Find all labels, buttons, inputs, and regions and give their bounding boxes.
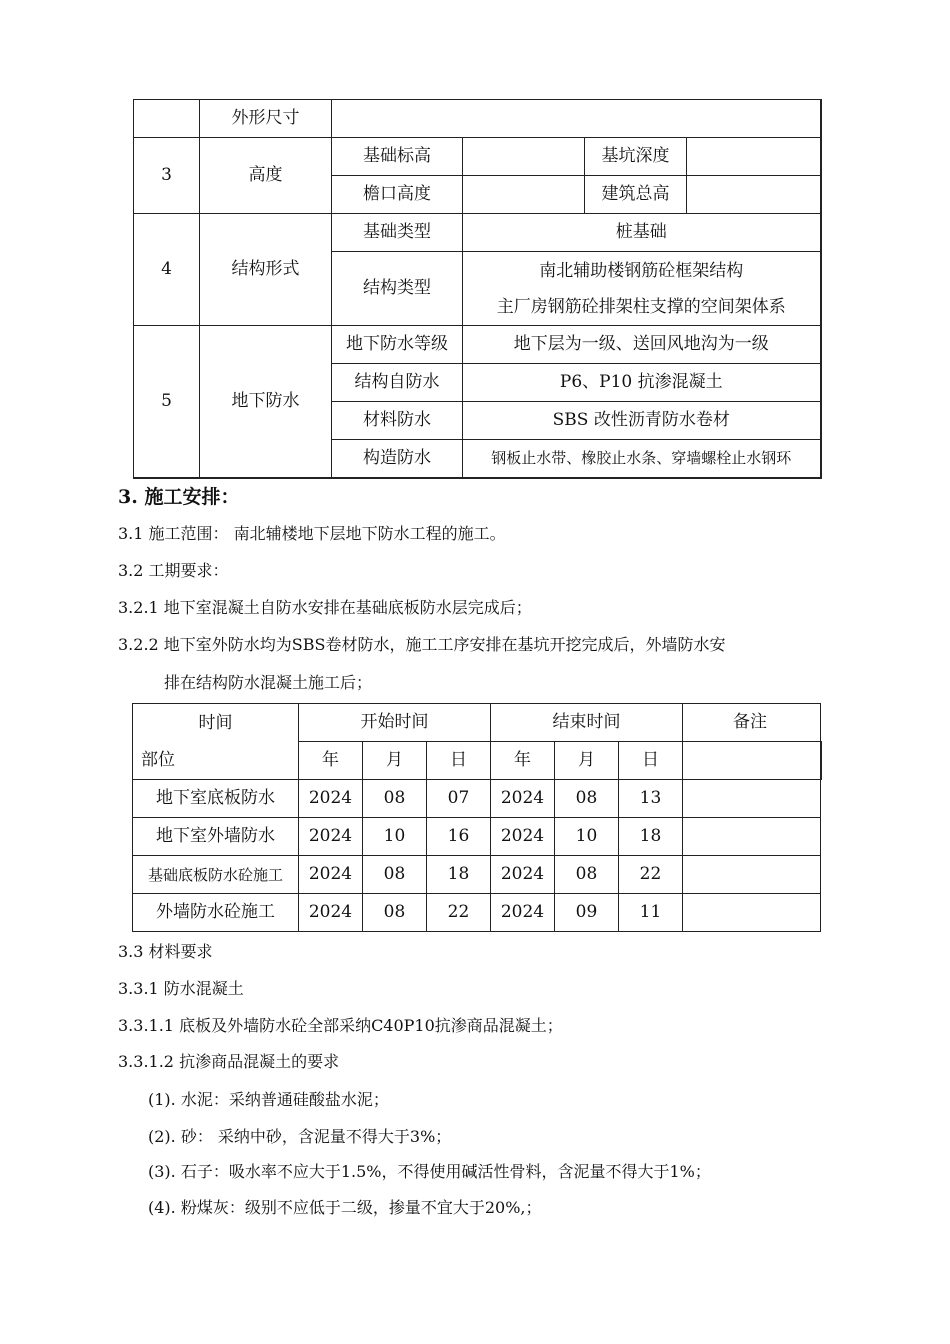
start-day: 18 xyxy=(427,856,491,894)
waterproof-item-value: P6、P10 抗渗混凝土 xyxy=(463,364,821,402)
row-number: 3 xyxy=(134,138,200,214)
structure-type-label: 结构类型 xyxy=(332,252,463,326)
end-day: 13 xyxy=(619,780,683,818)
end-year: 2024 xyxy=(491,856,555,894)
end-year: 2024 xyxy=(491,818,555,856)
end-month: 10 xyxy=(555,818,619,856)
schedule-table xyxy=(132,703,822,932)
structure-type-line: 主厂房钢筋砼排架柱支撑的空间架体系 xyxy=(496,296,786,317)
base-elevation-label: 基础标高 xyxy=(332,138,463,176)
paragraph-3-2-1: 3.2.1 地下室混凝土自防水安排在基础底板防水层完成后； xyxy=(118,598,532,617)
structure-type-value xyxy=(463,252,821,326)
start-day: 22 xyxy=(427,894,491,932)
note-cell xyxy=(683,780,821,818)
project-overview-table xyxy=(133,99,822,479)
header-part: 部位 xyxy=(133,742,299,780)
waterproof-item-value: 地下层为一级、送回风地沟为一级 xyxy=(463,326,821,364)
table-row xyxy=(133,780,821,818)
end-day: 18 xyxy=(619,818,683,856)
note-cell xyxy=(683,818,821,856)
list-item: (4). 粉煤灰：级别不应低于二级，掺量不宜大于20%,； xyxy=(148,1198,542,1217)
row-label-height: 高度 xyxy=(200,138,332,214)
outer-size-value xyxy=(332,100,821,138)
paragraph-3-2-2: 3.2.2 地下室外防水均为SBS卷材防水，施工工序安排在基坑开挖完成后，外墙防水安 xyxy=(118,635,726,654)
part-cell: 地下室外墙防水 xyxy=(133,818,299,856)
base-elevation-value xyxy=(463,138,585,176)
list-item: (2). 砂： 采纳中砂，含泥量不得大于3%； xyxy=(148,1127,452,1146)
start-month: 10 xyxy=(363,818,427,856)
end-year: 2024 xyxy=(491,780,555,818)
eave-height-value xyxy=(463,176,585,214)
foundation-type-value: 桩基础 xyxy=(463,214,821,252)
paragraph-3-3: 3.3 材料要求 xyxy=(118,942,213,961)
header-month: 月 xyxy=(555,742,619,780)
start-month: 08 xyxy=(363,856,427,894)
note-cell xyxy=(683,894,821,932)
part-cell: 地下室底板防水 xyxy=(133,780,299,818)
waterproof-item-value: SBS 改性沥青防水卷材 xyxy=(463,402,821,440)
header-start-time: 开始时间 xyxy=(299,704,491,742)
end-month: 09 xyxy=(555,894,619,932)
table-cell xyxy=(134,100,200,138)
row-label-structure: 结构形式 xyxy=(200,214,332,326)
table-row xyxy=(133,894,821,932)
start-year: 2024 xyxy=(299,818,363,856)
end-day: 11 xyxy=(619,894,683,932)
list-item: (3). 石子：吸水率不应大于1.5%，不得使用碱活性骨料，含泥量不得大于1%； xyxy=(148,1162,711,1181)
start-year: 2024 xyxy=(299,894,363,932)
note-cell xyxy=(683,742,821,780)
header-year: 年 xyxy=(491,742,555,780)
eave-height-label: 檐口高度 xyxy=(332,176,463,214)
start-month: 08 xyxy=(363,780,427,818)
header-end-time: 结束时间 xyxy=(491,704,683,742)
header-note: 备注 xyxy=(683,704,821,742)
waterproof-item-label: 构造防水 xyxy=(332,440,463,478)
header-year: 年 xyxy=(299,742,363,780)
structure-type-line: 南北辅助楼钢筋砼框架结构 xyxy=(539,260,744,281)
start-day: 16 xyxy=(427,818,491,856)
end-year: 2024 xyxy=(491,894,555,932)
start-day: 07 xyxy=(427,780,491,818)
paragraph-3-3-1-2: 3.3.1.2 抗渗商品混凝土的要求 xyxy=(118,1052,340,1071)
start-year: 2024 xyxy=(299,780,363,818)
part-cell: 外墙防水砼施工 xyxy=(133,894,299,932)
section-heading: 3. 施工安排： xyxy=(118,486,240,508)
end-month: 08 xyxy=(555,856,619,894)
part-cell: 基础底板防水砼施工 xyxy=(133,856,299,894)
row-label-outer-size: 外形尺寸 xyxy=(200,100,332,138)
paragraph-3-3-1-1: 3.3.1.1 底板及外墙防水砼全部采纳C40P10抗渗商品混凝土； xyxy=(118,1016,563,1035)
paragraph-3-1: 3.1 施工范围： 南北辅楼地下层地下防水工程的施工。 xyxy=(118,524,506,543)
header-day: 日 xyxy=(619,742,683,780)
pit-depth-value xyxy=(687,138,821,176)
waterproof-item-label: 地下防水等级 xyxy=(332,326,463,364)
waterproof-item-value: 钢板止水带、橡胶止水条、穿墙螺栓止水钢环 xyxy=(463,440,821,478)
pit-depth-label: 基坑深度 xyxy=(585,138,687,176)
paragraph-3-3-1: 3.3.1 防水混凝土 xyxy=(118,979,244,998)
foundation-type-label: 基础类型 xyxy=(332,214,463,252)
total-height-label: 建筑总高 xyxy=(585,176,687,214)
list-item: (1). 水泥：采纳普通硅酸盐水泥； xyxy=(148,1090,389,1109)
waterproof-item-label: 材料防水 xyxy=(332,402,463,440)
row-number: 5 xyxy=(134,326,200,478)
end-month: 08 xyxy=(555,780,619,818)
header-day: 日 xyxy=(427,742,491,780)
end-day: 22 xyxy=(619,856,683,894)
start-year: 2024 xyxy=(299,856,363,894)
start-month: 08 xyxy=(363,894,427,932)
paragraph-3-2-2-cont: 排在结构防水混凝土施工后； xyxy=(164,673,373,692)
note-cell xyxy=(683,856,821,894)
header-time: 时间 xyxy=(133,704,299,742)
total-height-value xyxy=(687,176,821,214)
waterproof-item-label: 结构自防水 xyxy=(332,364,463,402)
row-label-waterproof: 地下防水 xyxy=(200,326,332,478)
table-row xyxy=(133,818,821,856)
table-row xyxy=(133,856,821,894)
row-number: 4 xyxy=(134,214,200,326)
header-month: 月 xyxy=(363,742,427,780)
paragraph-3-2: 3.2 工期要求： xyxy=(118,561,229,580)
